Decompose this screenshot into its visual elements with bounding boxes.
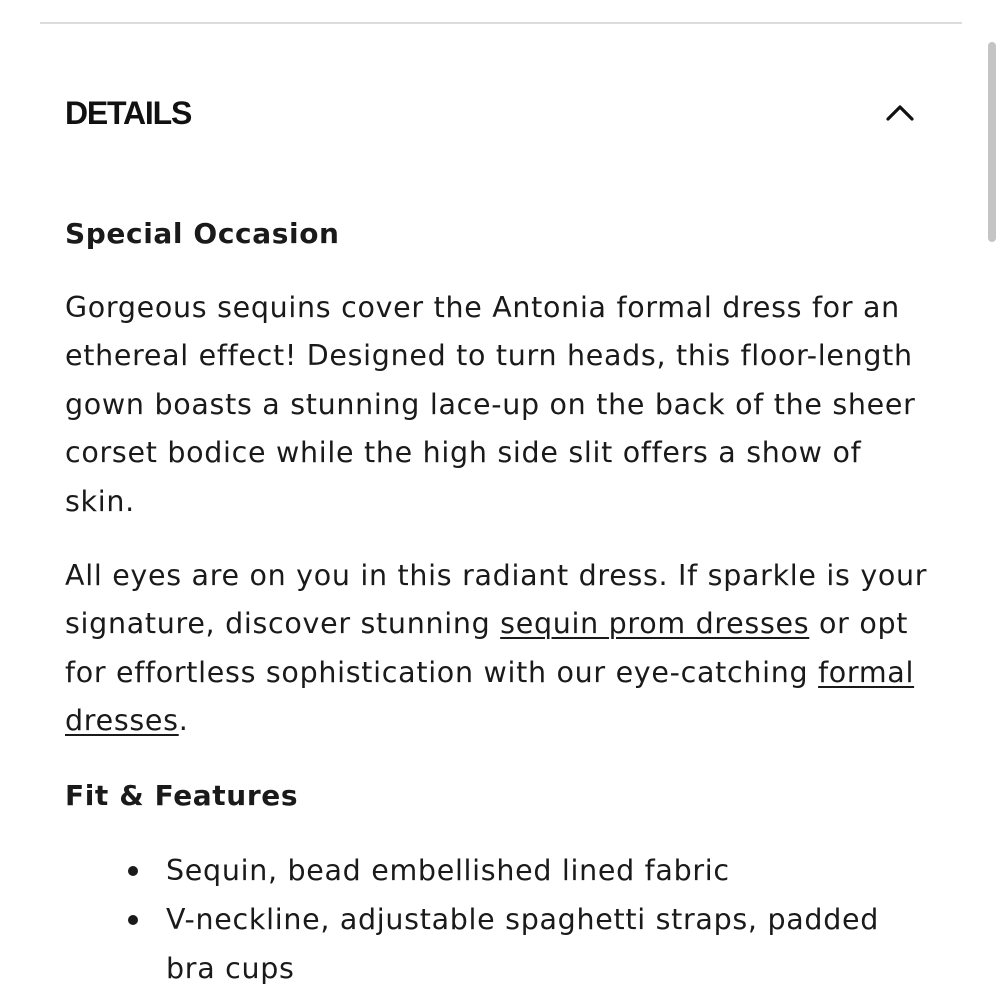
list-item: [166, 895, 935, 993]
scrollbar-thumb[interactable]: [988, 42, 996, 242]
details-content: [65, 210, 935, 993]
feature-text: V-neckline, adjustable spaghetti straps, padded bra cups: [166, 902, 880, 985]
description-paragraph-1: Gorgeous sequins cover the Antonia formal dress for an ethereal effect! Designed to turn heads, this floor-length gown boasts a stunning lace-up on the back of the sheer corset bodice while the high side slit offers a show of skin.: [65, 291, 916, 518]
bullet-icon: [128, 866, 138, 876]
top-divider: [40, 22, 962, 24]
chevron-up-icon[interactable]: [885, 98, 915, 128]
description-paragraph-2: [65, 552, 935, 746]
paragraph-2-text-middle: or opt for effortless sophistication with our eye-catching: [65, 607, 909, 689]
bullet-icon: [128, 915, 138, 925]
section-heading-fit-features: Fit & Features: [65, 778, 299, 812]
formal-dresses-link[interactable]: formal dresses: [65, 655, 915, 738]
paragraph-2-text-start: All eyes are on you in this radiant dress. If sparkle is your signature, discover stunning: [65, 559, 928, 641]
section-heading-occasion: Special Occasion: [65, 217, 340, 250]
features-list: [65, 846, 935, 993]
scrollbar[interactable]: [984, 0, 1000, 1000]
paragraph-2-text-end: .: [178, 704, 189, 738]
list-item: [166, 846, 935, 895]
details-accordion-title: DETAILS: [65, 94, 192, 131]
sequin-prom-dresses-link[interactable]: sequin prom dresses: [500, 607, 810, 641]
feature-text: Sequin, bead embellished lined fabric: [166, 853, 730, 887]
details-accordion-header[interactable]: [65, 86, 925, 140]
